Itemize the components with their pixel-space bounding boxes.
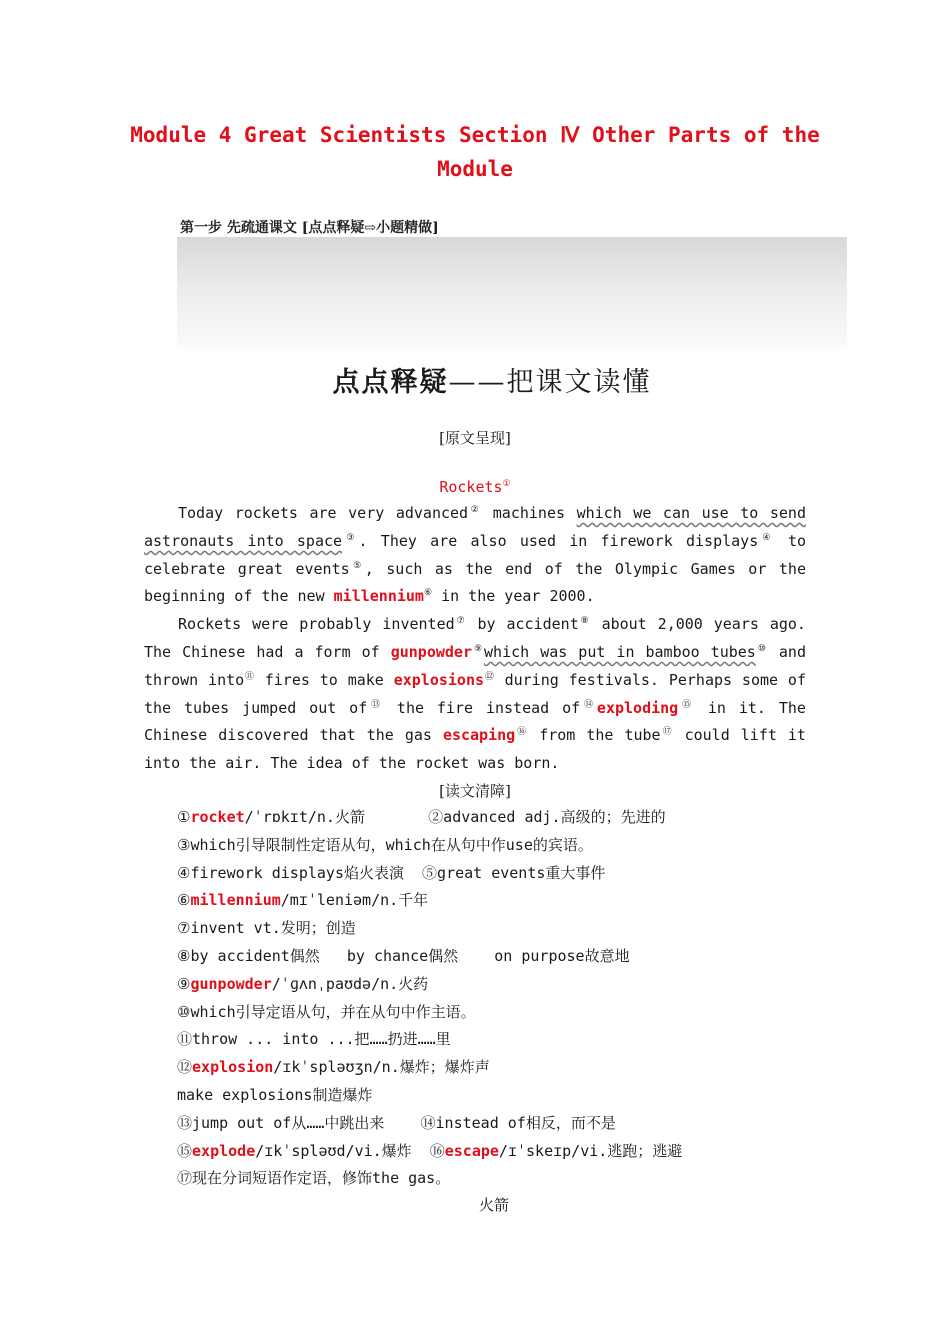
note-line-13 bbox=[177, 1138, 797, 1166]
keyword: rocket bbox=[190, 808, 245, 826]
text-run: /ɪkˈspləʊʒn/n.爆炸；爆炸声 bbox=[273, 1058, 490, 1077]
text-run: the fire instead of bbox=[384, 698, 581, 717]
text-run: in it. The Chinese discovered that the gas bbox=[144, 698, 806, 745]
footnote-mark: ⑮ bbox=[678, 699, 695, 710]
footnote-mark: ⑯ bbox=[515, 727, 529, 738]
footnote-mark: ⑦ bbox=[454, 616, 467, 627]
note-line-6 bbox=[177, 943, 797, 971]
underlined-clause: which we can use to send astronauts into space bbox=[144, 504, 806, 550]
text-run: ⑫ bbox=[177, 1058, 193, 1077]
keyword: escaping bbox=[442, 726, 516, 745]
note-line-5 bbox=[177, 915, 797, 943]
text-run: ⑪throw ... into ...把……扔进……里 bbox=[177, 1030, 451, 1049]
keyword: gunpowder bbox=[390, 642, 472, 661]
text-run: ⑧by accident偶然 by chance偶然 on purpose故意地 bbox=[177, 946, 630, 965]
text-run: fires to make bbox=[254, 670, 394, 689]
text-run: /ɪkˈspləʊd/vi.爆炸 ⑯ bbox=[255, 1141, 445, 1160]
passage-title bbox=[144, 478, 806, 496]
text-run: Rockets were probably invented bbox=[178, 615, 455, 634]
footnote-mark: ④ bbox=[758, 532, 775, 543]
passage bbox=[144, 500, 806, 778]
footnote-mark: ⑰ bbox=[660, 727, 674, 738]
text-run: Today rockets are very advanced bbox=[178, 504, 469, 522]
footnote-mark: ⑤ bbox=[349, 560, 365, 571]
note-line-11 bbox=[177, 1082, 797, 1110]
paragraph-1 bbox=[144, 500, 806, 611]
footnote-mark: ③ bbox=[342, 532, 359, 543]
keyword: millennium bbox=[190, 891, 281, 910]
text-run: could lift it into the air. The idea of the rocket was born. bbox=[144, 726, 806, 773]
note-line-12 bbox=[177, 1110, 797, 1138]
heading-rest: ——把课文读懂 bbox=[448, 367, 652, 398]
step-line: 第一步 先疏通课文 [点点释疑⇨小题精做] bbox=[180, 220, 439, 236]
text-run: by accident bbox=[466, 615, 579, 634]
text-run: from the tube bbox=[528, 726, 661, 745]
passage-title-mark: ① bbox=[502, 479, 511, 489]
keyword: explode bbox=[192, 1141, 256, 1160]
text-run: /ˈɡʌnˌpaʊdə/n.火药 bbox=[271, 974, 429, 993]
notes-list bbox=[177, 804, 797, 1193]
original-text-tag: [原文呈现] bbox=[439, 429, 511, 447]
text-run: /ˈrɒkɪt/n.火箭 ②advanced adj.高级的；先进的 bbox=[244, 808, 666, 826]
text-run: ⑦invent vt.发明；创造 bbox=[177, 919, 356, 938]
keyword: explosion bbox=[192, 1058, 274, 1077]
paragraph-2 bbox=[144, 611, 806, 778]
note-line-4 bbox=[177, 887, 797, 915]
text-run: ⑩which引导定语从句，并在从句中作主语。 bbox=[177, 1002, 476, 1021]
text-run: . They are also used in firework displays bbox=[358, 531, 759, 550]
footnote-mark: ② bbox=[468, 505, 482, 515]
text-run: /ɪˈskeɪp/vi.逃跑；逃避 bbox=[498, 1141, 683, 1160]
text-run: ⑨ bbox=[177, 974, 191, 993]
keyword: gunpowder bbox=[190, 974, 272, 993]
note-line-9 bbox=[177, 1026, 797, 1054]
footnote-mark: ⑫ bbox=[484, 671, 495, 682]
text-run: , such as the end of the Olympic Games or the beginning of the new bbox=[144, 559, 806, 606]
text-run: ④firework displays焰火表演 ⑤great events重大事件 bbox=[177, 863, 606, 882]
text-run: ⑥ bbox=[177, 891, 191, 910]
text-run: during festivals. Perhaps some of the tubes jumped out of bbox=[144, 670, 806, 717]
heading-strong: 点点释疑 bbox=[332, 367, 449, 398]
text-run: /mɪˈleniəm/n.千年 bbox=[280, 891, 429, 910]
note-line-3 bbox=[177, 860, 797, 888]
note-line-10 bbox=[177, 1054, 797, 1082]
note-line-14 bbox=[177, 1165, 797, 1193]
document-title: Module 4 Great Scientists Section Ⅳ Other Parts of the Module bbox=[130, 123, 820, 181]
footnote-mark: ⑥ bbox=[423, 588, 433, 599]
keyword: exploding bbox=[596, 698, 679, 717]
passage-title-text: Rockets bbox=[439, 478, 503, 496]
note-line-7 bbox=[177, 971, 797, 999]
text-run: machines bbox=[481, 504, 577, 522]
keyword: millennium bbox=[333, 587, 424, 606]
text-run: ⑰现在分词短语作定语，修饰the gas。 bbox=[177, 1169, 451, 1188]
footnote-mark: ⑪ bbox=[244, 671, 255, 682]
footnote-mark: ⑩ bbox=[755, 643, 768, 654]
section-banner bbox=[177, 237, 847, 349]
text-run: ① bbox=[177, 808, 191, 826]
footnote-mark: ⑧ bbox=[578, 616, 591, 627]
note-line-2 bbox=[177, 832, 797, 860]
underlined-clause: which was put in bamboo tubes bbox=[484, 642, 756, 661]
text-run: ⑮ bbox=[177, 1141, 193, 1160]
note-line-8 bbox=[177, 999, 797, 1027]
keyword: explosions bbox=[393, 670, 485, 689]
text-run: to celebrate great events bbox=[144, 531, 807, 578]
text-run: in the year 2000. bbox=[432, 587, 595, 606]
text-run: about 2,000 years ago. The Chinese had a form of bbox=[144, 615, 806, 661]
keyword: escape bbox=[444, 1141, 499, 1160]
text-run: ③which引导限制性定语从句，which在从句中作use的宾语。 bbox=[177, 835, 593, 854]
footnote-mark: ⑨ bbox=[471, 643, 485, 654]
section-heading bbox=[177, 360, 807, 399]
text-run: ⑬jump out of从……中跳出来 ⑭instead of相反，而不是 bbox=[177, 1113, 616, 1132]
footnote-mark: ⑬ bbox=[367, 699, 384, 710]
text-run: and thrown into bbox=[144, 642, 806, 689]
notes-tag: [读文清障] bbox=[439, 782, 511, 800]
final-line: 火箭 bbox=[478, 1196, 509, 1214]
text-run: make explosions制造爆炸 bbox=[177, 1085, 373, 1104]
note-line-1 bbox=[177, 804, 797, 832]
footnote-mark: ⑭ bbox=[580, 699, 597, 710]
